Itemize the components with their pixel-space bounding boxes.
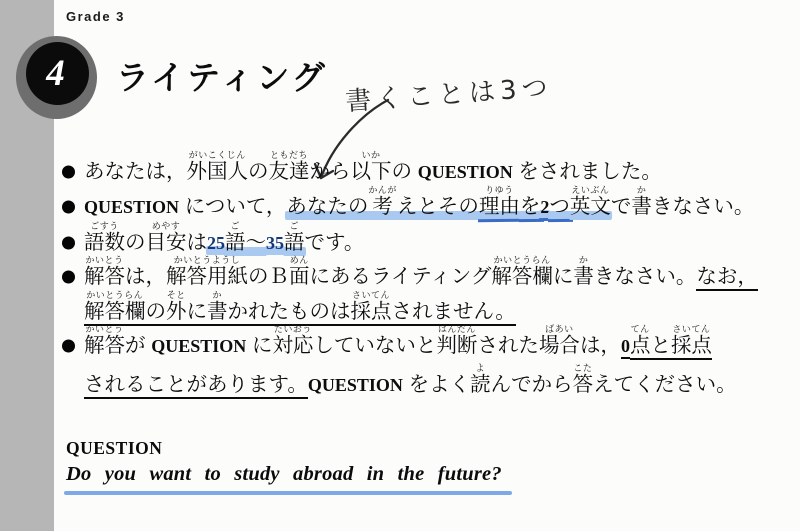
bullet-icon: [62, 237, 75, 250]
instruction-text: QUESTION について，あなたの考かんがえとその理由りゆうを2つ英文えいぶんで書かきなさい。: [84, 185, 755, 218]
section-title: ライティング: [116, 59, 328, 96]
handwritten-note: 書くことは3つ: [344, 72, 554, 118]
instruction-line-5-continued: [84, 363, 737, 398]
section-number-badge: [16, 36, 97, 119]
instruction-text: 解答かいとうは，解答用紙かいとうようしのＢ面めんにあるライティング解答欄かいとうらんに書かきなさい。なお，: [84, 265, 758, 291]
instruction-line-1: [62, 150, 662, 185]
bullet-icon: [62, 201, 75, 214]
bullet-icon: [62, 340, 75, 353]
instruction-text: されることがあります。QUESTION をよく読よんでから答こたえてください。: [84, 373, 737, 396]
question-heading: QUESTION: [66, 438, 163, 458]
grade-label: Grade 3: [66, 9, 125, 24]
instruction-text: 解答かいとうが QUESTION に対応たいおうしていないと判断はんだんされた場合ばあいは，0点てんと採点さいてん: [84, 334, 712, 357]
instruction-line-4: [62, 255, 758, 290]
instruction-line-5: [62, 324, 712, 359]
instruction-line-4-continued: [84, 290, 516, 325]
instruction-line-2: [62, 185, 754, 220]
question-underline: [64, 491, 512, 495]
instruction-text: 解答欄かいとうらんの外そとに書かかれたものは採点さいてんされません。: [84, 300, 516, 326]
section-number: 4: [46, 53, 65, 94]
instruction-text: 語数ごすうの目安めやすは25語ご～35語ごです。: [84, 221, 365, 254]
question-text: Do you want to study abroad in the future?: [66, 463, 502, 485]
instruction-line-3: [62, 221, 364, 256]
bullet-icon: [62, 166, 75, 179]
bullet-icon: [62, 271, 75, 284]
instruction-text: あなたは，外国人がいこくじんの友達ともだちから以下いかの QUESTION をされました。: [84, 150, 662, 183]
section-number-badge-inner: [26, 42, 89, 105]
